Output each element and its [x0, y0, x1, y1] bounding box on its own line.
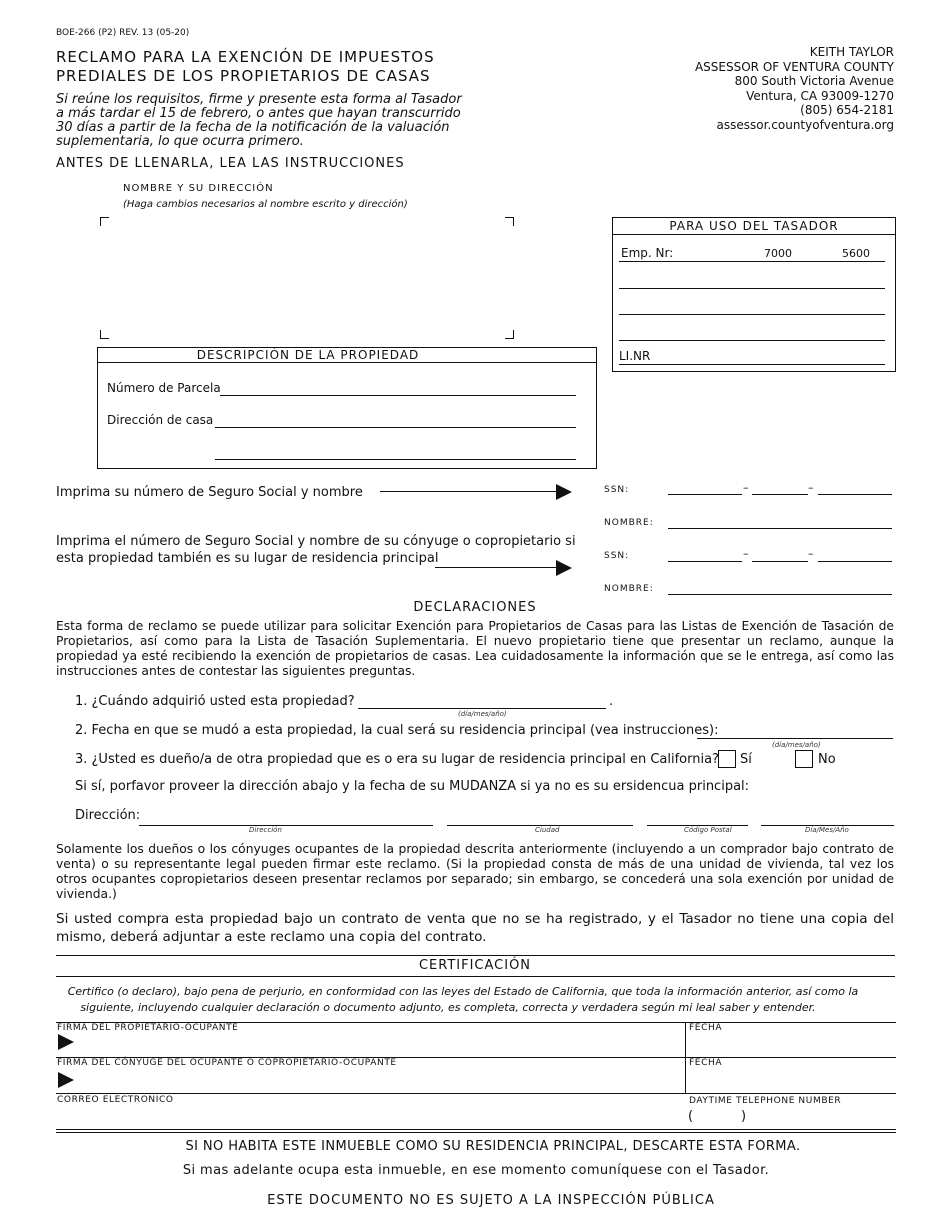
divider	[56, 955, 895, 956]
corner-mark	[100, 330, 109, 339]
dash: –	[808, 547, 814, 560]
footer-warning: SI NO HABITA ESTE INMUEBLE COMO SU RESIDENCIA PRINCIPAL, DESCARTE ESTA FORMA.	[185, 1139, 801, 1154]
assessor-street: 800 South Victoria Avenue	[734, 74, 894, 88]
declarations-paragraph: Esta forma de reclamo se puede utilizar para solicitar Exención para Propietarios de Casas para las Listas de Exención de Tasación de Propietarios, así como para la Lista de Tasación Suplementaria. El nuevo propietario tiene que presentar un reclamo, aunque la propiedad ya esté recibiendo la exención de propietarios de casas. Lea cuidadosamente la información que se le entrega, así como las instrucciones antes de contestar las siguientes preguntas.	[56, 619, 894, 678]
email-label: CORREO ELECTRONICO	[57, 1095, 174, 1105]
intro-line3: 30 días a partir de la fecha de la notificación de la valuación	[56, 120, 450, 135]
spouse-ssn-part2[interactable]	[752, 561, 808, 562]
arrow-line	[435, 567, 556, 568]
date2-label: FECHA	[689, 1058, 723, 1068]
no-label: No	[818, 752, 836, 767]
dash: –	[743, 481, 749, 494]
zip-hint: Código Postal	[684, 826, 732, 834]
q3-label: 3. ¿Usted es dueño/a de otra propiedad que es o era su lugar de residencia principal en California?	[75, 752, 719, 767]
corner-mark	[100, 217, 109, 226]
footer-contact: Si mas adelante ocupa esta inmueble, en ese momento comuníquese con el Tasador.	[182, 1163, 770, 1178]
q2-date-hint: (día/mes/año)	[772, 741, 821, 749]
city-hint: Ciudad	[535, 826, 560, 834]
divider	[613, 234, 895, 235]
divider	[56, 976, 895, 977]
home-address-label: Dirección de casa	[107, 413, 214, 427]
home-address-input-2[interactable]	[215, 459, 576, 460]
assessor-city: Ventura, CA 93009-1270	[746, 88, 894, 103]
assessor-address	[695, 45, 894, 132]
phone-label: DAYTIME TELEPHONE NUMBER	[689, 1096, 842, 1106]
divider	[56, 1129, 896, 1130]
declarations-heading: DECLARACIONES	[413, 600, 537, 615]
date1-label: FECHA	[689, 1023, 723, 1033]
corner-mark	[505, 217, 514, 226]
parcel-input[interactable]	[220, 395, 576, 396]
code-5600: 5600	[842, 247, 870, 260]
address-hint: Dirección	[249, 826, 282, 834]
contract-paragraph: Si usted compra esta propiedad bajo un contrato de venta que no se ha registrado, y el Tasador no tiene una copia del mismo, deberá adjuntar a este reclamo una copia del contrato.	[56, 911, 894, 945]
own-ssn-part2[interactable]	[752, 494, 808, 495]
arrow-icon	[556, 484, 572, 500]
footer-confidential: ESTE DOCUMENTO NO ES SUJETO A LA INSPECCIÓN PÚBLICA	[267, 1193, 715, 1208]
assessor-phone: (805) 654-2181	[800, 103, 894, 117]
certification-heading: CERTIFICACIÓN	[418, 958, 532, 973]
spouse-ssn-prompt-line2: esta propiedad también es su lugar de residencia principal	[56, 551, 439, 566]
date-hint: Día/Mes/Año	[805, 826, 849, 834]
ssn-label: SSN:	[604, 485, 630, 495]
phone-open-paren: (	[688, 1109, 694, 1124]
assessor-line[interactable]	[619, 340, 885, 341]
q1-date-hint: (día/mes/año)	[458, 710, 507, 718]
code-7000: 7000	[764, 247, 792, 260]
sign-here-arrow-icon	[58, 1034, 74, 1050]
arrow-line	[380, 491, 556, 492]
other-address-input[interactable]	[139, 825, 433, 826]
assessor-office: ASSESSOR OF VENTURA COUNTY	[694, 59, 894, 74]
divider	[56, 1132, 896, 1133]
name-label: NOMBRE:	[604, 584, 654, 594]
dash: –	[743, 547, 749, 560]
assessor-line[interactable]	[619, 314, 885, 315]
intro-line4: suplementaria, lo que ocurra primero.	[56, 134, 304, 149]
q1-label: 1. ¿Cuándo adquirió usted esta propiedad?	[75, 694, 355, 709]
emp-line[interactable]	[619, 261, 885, 262]
home-address-input[interactable]	[215, 427, 576, 428]
corner-mark	[505, 330, 514, 339]
assessor-use-title: PARA USO DEL TASADOR	[669, 219, 839, 233]
yes-checkbox[interactable]	[718, 750, 736, 768]
address-label: Dirección:	[75, 808, 141, 823]
dash: –	[808, 481, 814, 494]
own-name-input[interactable]	[668, 528, 892, 529]
form-id: BOE-266 (P2) REV. 13 (05-20)	[56, 28, 190, 38]
assessor-website-link[interactable]: assessor.countyofventura.org	[716, 117, 894, 132]
assessor-use-box	[612, 217, 896, 372]
linr-label: LI.NR	[619, 349, 651, 363]
spouse-ssn-part1[interactable]	[668, 561, 742, 562]
divider	[98, 362, 596, 363]
assessor-line[interactable]	[619, 288, 885, 289]
phone-close-paren: )	[741, 1109, 747, 1124]
own-ssn-part3[interactable]	[818, 494, 892, 495]
read-first-note: ANTES DE LLENARLA, LEA LAS INSTRUCCIONES	[56, 156, 405, 171]
q2-label: 2. Fecha en que se mudó a esta propiedad, la cual será su residencia principal (vea instrucciones):	[75, 723, 719, 738]
if-yes-instruction: Si sí, porfavor proveer la dirección abajo y la fecha de su MUDANZA si ya no es su ersidencua principal:	[75, 779, 750, 794]
assessor-name: KEITH TAYLOR	[809, 45, 894, 59]
intro-line1: Si reúne los requisitos, firme y presente esta forma al Tasador	[56, 92, 462, 107]
certification-line1: Certifico (o declaro), bajo pena de perjurio, en conformidad con las leyes del Estado de California, que toda la información anterior, así como la	[67, 985, 859, 998]
own-ssn-prompt: Imprima su número de Seguro Social y nombre	[56, 485, 363, 500]
q2-date-input[interactable]	[697, 738, 893, 739]
parcel-label: Número de Parcela	[107, 381, 221, 395]
name-label: NOMBRE:	[604, 518, 654, 528]
owners-paragraph: Solamente los dueños o los cónyuges ocupantes de la propiedad descrita anteriormente (incluyendo a un comprador bajo contrato de venta) o su representante legal pueden firmar este reclamo. (Si la propiedad consta de más de una unidad de vivienda, tal vez los otros ocupantes copropietarios deseen presentar reclamos por separado; sin embargo, se concederá una sola exención por unidad de vivienda.)	[56, 842, 894, 901]
linr-line[interactable]	[619, 364, 885, 365]
ssn-label: SSN:	[604, 551, 630, 561]
q1-period: .	[609, 694, 614, 709]
spouse-name-input[interactable]	[668, 594, 892, 595]
form-title-line1: RECLAMO PARA LA EXENCIÓN DE IMPUESTOS	[56, 48, 435, 66]
spouse-ssn-prompt-line1: Imprima el número de Seguro Social y nombre de su cónyuge o copropietario si	[56, 534, 576, 549]
emp-label: Emp. Nr:	[621, 246, 674, 260]
arrow-icon	[556, 560, 572, 576]
divider	[56, 1093, 896, 1094]
q1-date-input[interactable]	[358, 708, 606, 709]
name-address-label: NOMBRE Y SU DIRECCIÓN	[123, 183, 274, 194]
form-title-line2: PREDIALES DE LOS PROPIETARIOS DE CASAS	[56, 67, 431, 85]
spouse-signature-label: FIRMA DEL CÓNYUGE DEL OCUPANTE O COPROPIETARIO-OCUPANTE	[57, 1058, 397, 1068]
certification-line2: siguiente, incluyendo cualquier declaración o documento adjunto, es completa, correcta y verdadera según mi leal saber y entender.	[80, 1001, 816, 1014]
name-address-window[interactable]	[100, 217, 514, 339]
name-address-hint: (Haga cambios necesarios al nombre escrito y dirección)	[123, 199, 408, 210]
spouse-ssn-part3[interactable]	[818, 561, 892, 562]
own-ssn-part1[interactable]	[668, 494, 742, 495]
property-box	[97, 347, 597, 469]
property-title: DESCRIPCIÓN DE LA PROPIEDAD	[196, 348, 420, 362]
yes-label: Sí	[740, 752, 752, 767]
intro-line2: a más tardar el 15 de febrero, o antes que hayan transcurrido	[56, 106, 461, 121]
no-checkbox[interactable]	[795, 750, 813, 768]
sign-here-arrow-icon	[58, 1072, 74, 1088]
owner-signature-label: FIRMA DEL PROPIETARIO-OCUPANTE	[57, 1023, 239, 1033]
